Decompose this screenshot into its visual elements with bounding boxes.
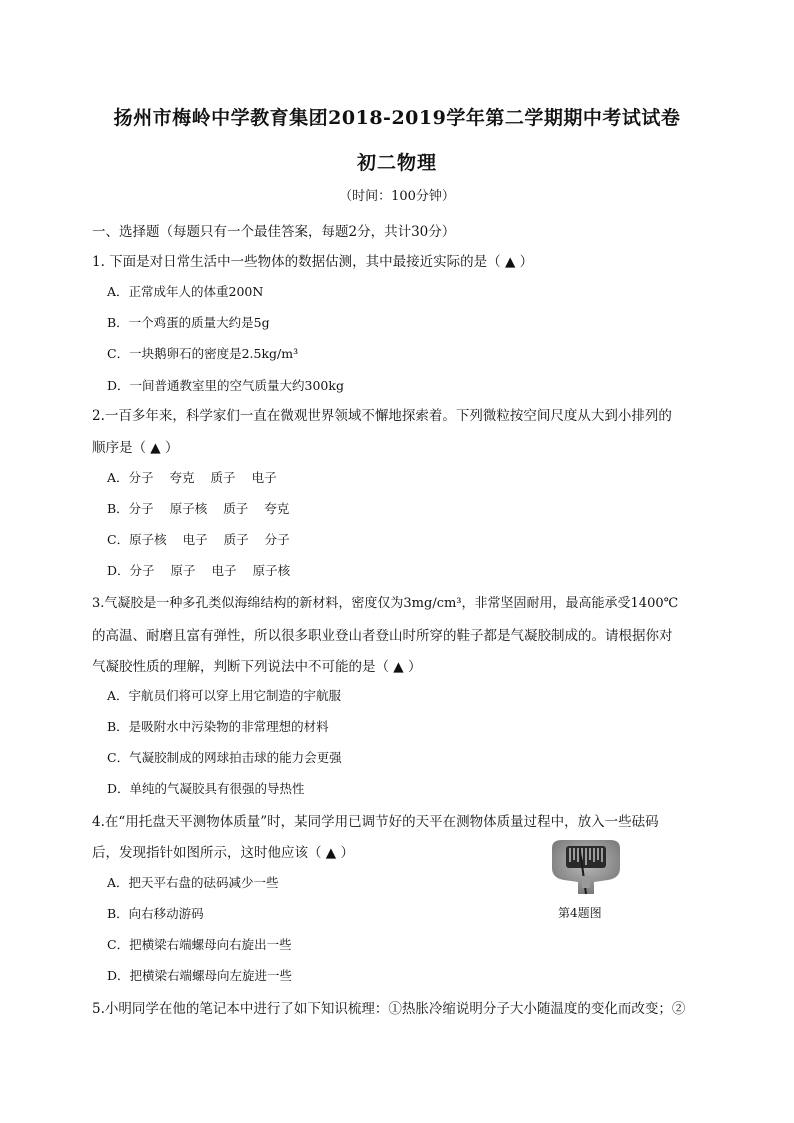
q3-option-c: C．气凝胶制成的网球拍击球的能力会更强 [107,750,342,765]
q2-a-item-3: 质子 [210,470,236,485]
question-4-stem-line-2: 后，发现指针如图所示，这时他应该（ ▲ ） [92,845,354,861]
q2-b-item-1: B．分子 [107,501,154,516]
q2-a-item-2: 夸克 [169,470,195,485]
question-3-stem-line-1: 3.气凝胶是一种多孔类似海绵结构的新材料，密度仅为3mg/cm³，非常坚固耐用，最高能承受1400℃ [92,596,679,611]
q1-option-c: C．一块鹅卵石的密度是2.5kg/m³ [107,346,299,361]
balance-pointer-figure [548,838,624,896]
q2-a-item-1: A．分子 [107,470,154,485]
question-2-stem-line-2: 顺序是（ ▲ ） [92,440,179,456]
q2-option-a [107,468,277,486]
q2-c-item-2: 电子 [182,532,208,547]
q4-option-a: A．把天平右盘的砝码减少一些 [107,875,279,890]
page-title: 扬州市梅岭中学教育集团2018-2019学年第二学期期中考试试卷 [113,107,681,129]
section-heading: 一、选择题（每题只有一个最佳答案，每题2分，共计30分） [92,224,456,240]
figure-caption: 第4题图 [558,906,602,920]
q2-c-item-1: C．原子核 [107,532,167,547]
q2-b-item-3: 质子 [223,501,249,516]
q2-b-item-4: 夸克 [264,501,290,516]
question-3-stem-line-2: 的高温、耐磨且富有弹性，所以很多职业登山者登山时所穿的鞋子都是气凝胶制成的。请根据你对 [92,628,673,644]
q2-option-d [107,561,290,579]
q4-option-b: B．向右移动游码 [107,906,204,921]
page-subtitle: 初二物理 [356,152,437,174]
question-4-stem-line-1: 4.在“用托盘天平测物体质量”时，某同学用已调节好的天平在测物体质量过程中，放入一些砝码 [92,814,659,830]
q2-d-item-2: 原子 [170,563,196,578]
question-1-stem: 1. 下面是对日常生活中一些物体的数据估测，其中最接近实际的是（ ▲ ） [92,254,534,270]
q2-option-b [107,499,289,517]
q2-c-item-4: 分子 [264,532,290,547]
q2-d-item-4: 原子核 [252,563,291,578]
q3-option-a: A．宇航员们将可以穿上用它制造的宇航服 [107,688,342,703]
question-3-stem-line-3: 气凝胶性质的理解，判断下列说法中不可能的是（ ▲ ） [92,659,422,675]
q3-option-b: B．是吸附水中污染物的非常理想的材料 [107,719,329,734]
q1-option-a: A．正常成年人的体重200N [107,284,264,299]
q4-option-c: C．把横梁右端螺母向右旋出一些 [107,937,292,952]
q2-option-c [107,530,290,548]
q2-b-item-2: 原子核 [169,501,208,516]
question-5-stem-line-1: 5.小明同学在他的笔记本中进行了如下知识梳理：①热胀冷缩说明分子大小随温度的变化而改变；② [92,1001,686,1017]
q1-option-d: D．一间普通教室里的空气质量大约300kg [107,378,344,393]
exam-duration: （时间：100分钟） [339,189,455,204]
q4-option-d: D．把横梁右端螺母向左旋进一些 [107,968,293,983]
q3-option-d: D．单纯的气凝胶具有很强的导热性 [107,781,305,796]
q2-d-item-1: D．分子 [107,563,155,578]
question-2-stem-line-1: 2.一百多年来，科学家们一直在微观世界领域不懈地探索着。下列微粒按空间尺度从大到小排列的 [92,408,672,424]
q2-d-item-3: 电子 [211,563,237,578]
q1-option-b: B．一个鸡蛋的质量大约是5g [107,315,270,330]
q2-c-item-3: 质子 [223,532,249,547]
q2-a-item-4: 电子 [251,470,277,485]
